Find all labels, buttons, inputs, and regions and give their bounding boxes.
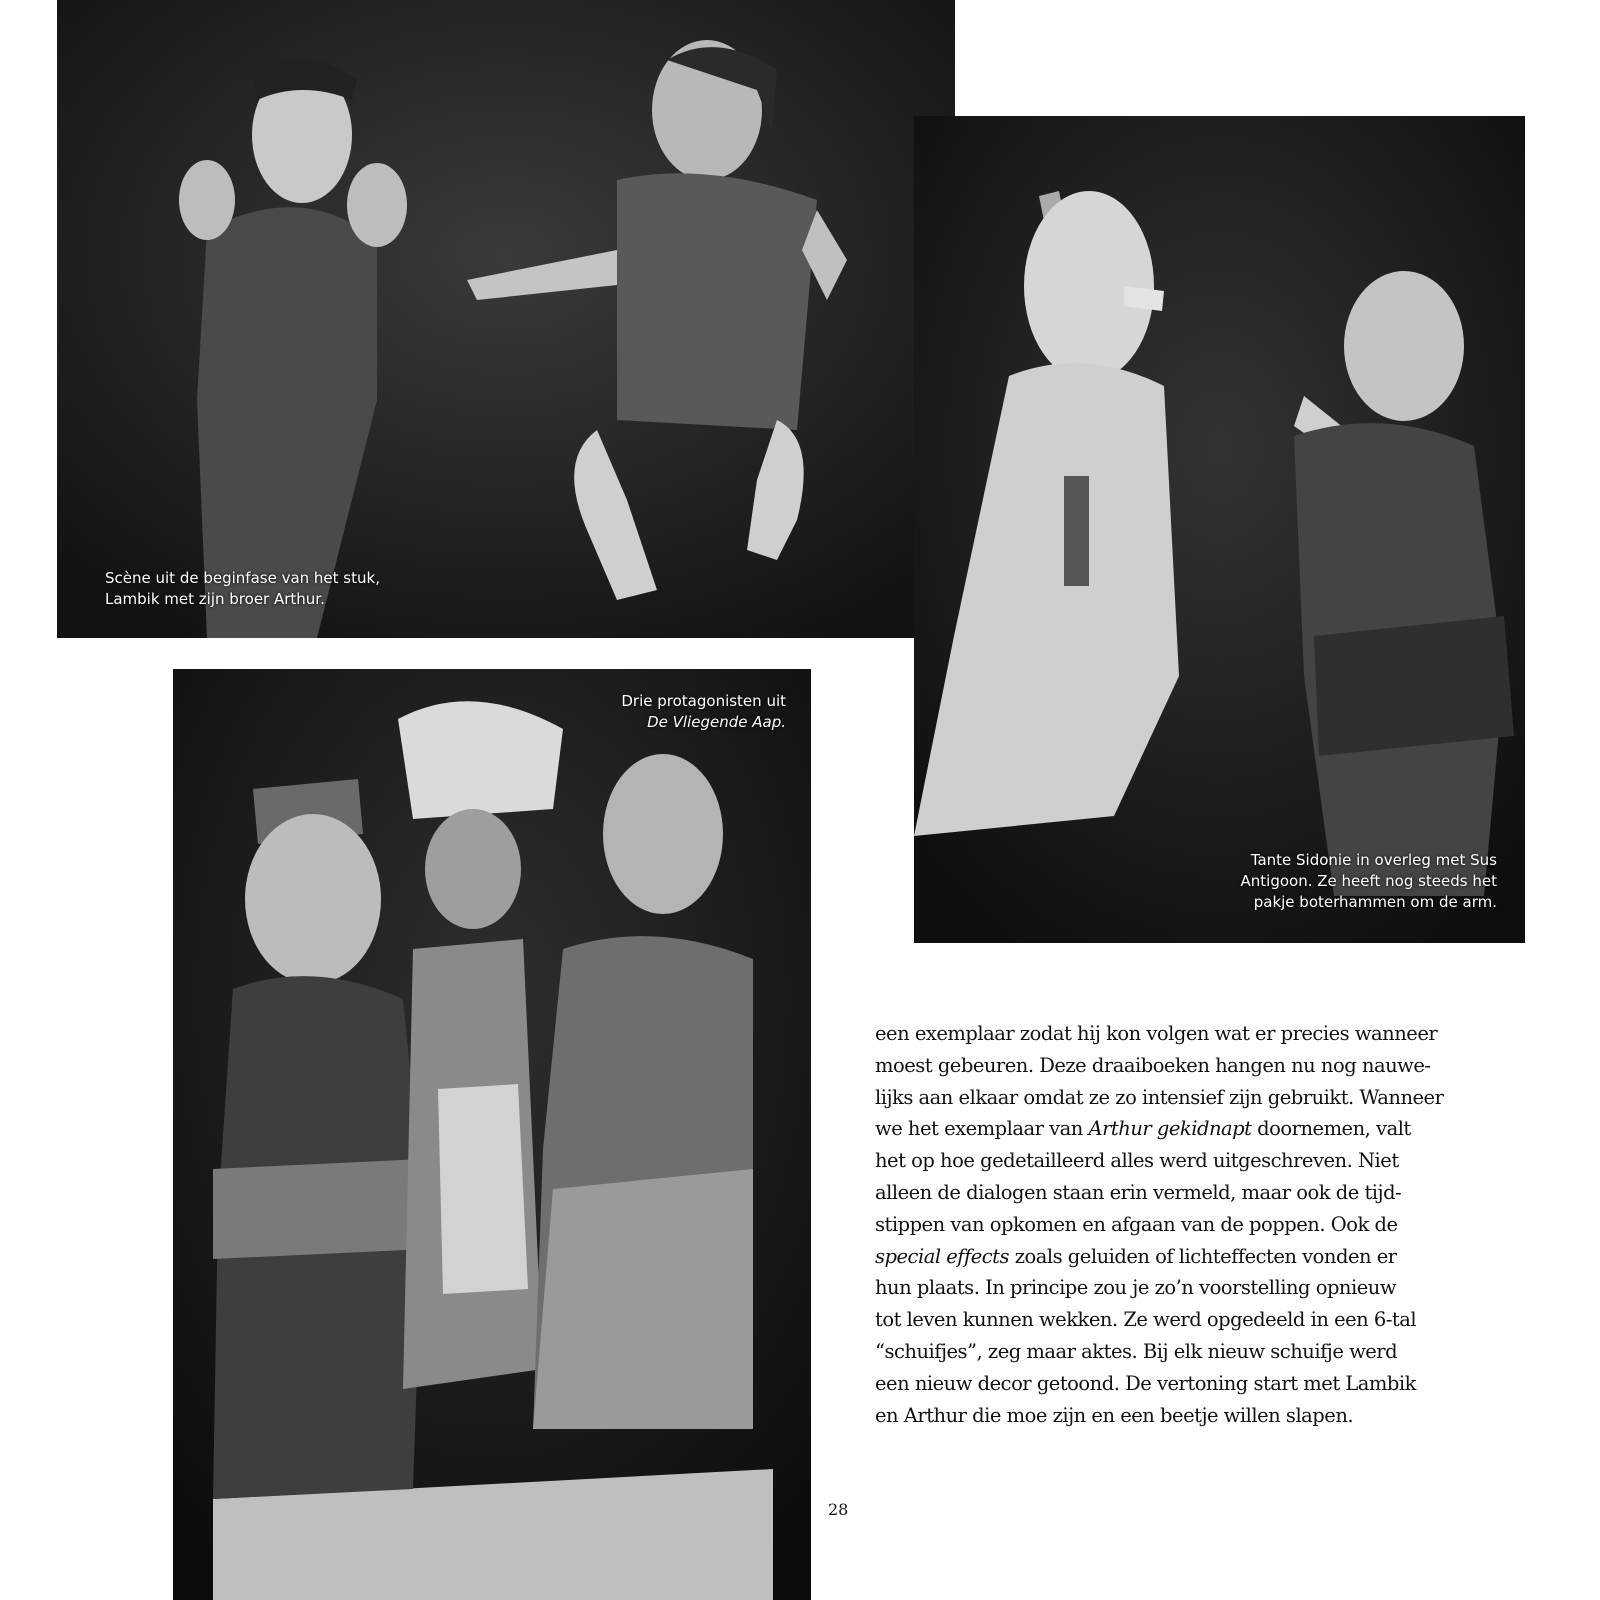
caption-line: pakje boterhammen om de arm. xyxy=(1253,893,1497,911)
text-line xyxy=(875,1241,1475,1273)
puppet-photo-image xyxy=(57,0,955,638)
photo-three-protagonists xyxy=(173,669,811,1600)
text-line: tot leven kunnen wekken. Ze werd opgedeeld in een 6-tal xyxy=(875,1308,1417,1332)
caption-line: Antigoon. Ze heeft nog steeds het xyxy=(1240,872,1497,890)
photo-lambik-arthur xyxy=(57,0,955,638)
photo-caption xyxy=(1241,850,1498,913)
photo-caption xyxy=(105,568,380,610)
text-line: het op hoe gedetailleerd alles werd uitgeschreven. Niet xyxy=(875,1149,1399,1173)
text-run: zoals geluiden of lichteffecten vonden er xyxy=(1009,1244,1397,1268)
italic-title: Arthur gekidnapt xyxy=(1088,1117,1252,1141)
caption-line: De Vliegende Aap. xyxy=(647,713,786,731)
puppet-photo-image xyxy=(173,669,811,1600)
text-line: een nieuw decor getoond. De vertoning start met Lambik xyxy=(875,1371,1416,1395)
text-line xyxy=(875,1113,1475,1145)
page-number: 28 xyxy=(828,1500,849,1519)
caption-line: Tante Sidonie in overleg met Sus xyxy=(1250,851,1497,869)
text-line: een exemplaar zodat hij kon volgen wat er precies wanneer xyxy=(875,1022,1438,1045)
text-line: hun plaats. In principe zou je zo’n voorstelling opnieuw xyxy=(875,1276,1397,1300)
puppet-photo-image xyxy=(914,116,1525,943)
text-run: doornemen, valt xyxy=(1251,1117,1411,1141)
text-line: “schuifjes”, zeg maar aktes. Bij elk nieuw schuifje werd xyxy=(875,1339,1398,1363)
text-run: we het exemplaar van xyxy=(875,1117,1089,1141)
text-line: stippen van opkomen en afgaan van de poppen. Ook de xyxy=(875,1212,1398,1236)
text-line: moest gebeuren. Deze draaiboeken hangen nu nog nauwe- xyxy=(875,1053,1431,1077)
caption-line: Drie protagonisten uit xyxy=(621,692,786,710)
text-line: alleen de dialogen staan erin vermeld, maar ook de tijd- xyxy=(875,1180,1402,1204)
caption-line: Scène uit de beginfase van het stuk, xyxy=(105,569,380,587)
photo-sidonie-antigoon xyxy=(914,116,1525,943)
text-line: en Arthur die moe zijn en een beetje willen slapen. xyxy=(875,1403,1354,1427)
body-paragraph xyxy=(875,1018,1475,1431)
caption-line: Lambik met zijn broer Arthur. xyxy=(105,590,325,608)
text-line: lijks aan elkaar omdat ze zo intensief zijn gebruikt. Wanneer xyxy=(875,1085,1444,1109)
photo-caption xyxy=(621,691,786,733)
italic-term: special effects xyxy=(875,1244,1010,1268)
